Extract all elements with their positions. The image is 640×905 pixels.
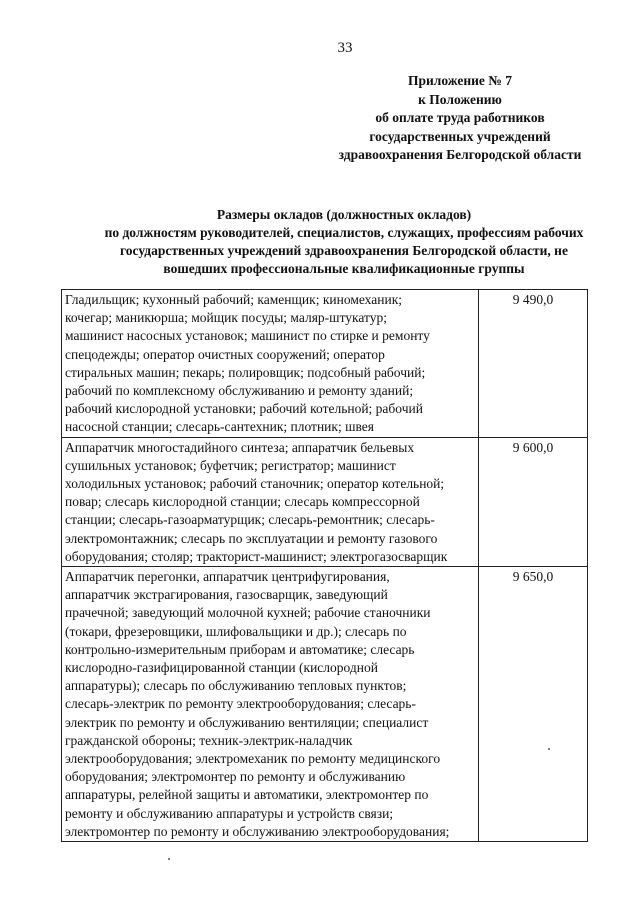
table-row <box>62 290 588 438</box>
table-row <box>62 567 588 842</box>
positions-line: слесарь-электрик по ремонту электрооборудования; слесарь- <box>65 696 416 712</box>
positions-cell <box>62 437 479 566</box>
positions-line: Гладильщик; кухонный рабочий; каменщик; киномеханик; <box>65 292 402 307</box>
appendix-header <box>300 72 620 165</box>
positions-line: кислородно-газифицированной станции (кислородной <box>65 660 378 676</box>
positions-line: электромонтер по ремонту и обслуживанию электрооборудования; <box>65 823 450 839</box>
appendix-line: об оплате труда работников <box>375 110 545 125</box>
positions-line: стиральных машин; пекарь; полировщик; подсобный рабочий; <box>65 364 426 380</box>
appendix-line: к Положению <box>418 91 502 107</box>
positions-cell <box>62 290 479 438</box>
salary-amount: 9 490,0 <box>479 290 588 438</box>
positions-line: аппаратуры); слесарь по обслуживанию тепловых пунктов; <box>65 678 407 694</box>
positions-line: сушильных установок; буфетчик; регистратор; машинист <box>65 457 396 473</box>
positions-line: Аппаратчик многостадийного синтеза; аппаратчик бельевых <box>65 439 415 455</box>
positions-line: электрооборудования; электромеханик по ремонту медицинского <box>65 751 441 767</box>
positions-line: аппаратчик экстрагирования, газосварщик, заведующий <box>65 587 388 603</box>
salary-amount: 9 600,0 <box>479 437 588 566</box>
title-line: Размеры окладов (должностных окладов) <box>216 207 472 222</box>
positions-line: Аппаратчик перегонки, аппаратчик центрифугирования, <box>65 569 390 585</box>
title-line: вошедших профессиональные квалификационные группы <box>163 261 525 276</box>
appendix-line: государственных учреждений <box>369 128 551 144</box>
positions-line: ремонту и обслуживанию аппаратуры и устройств связи; <box>65 805 394 821</box>
positions-line: рабочий по комплексному обслуживанию и ремонту зданий; <box>65 383 414 399</box>
scan-speck <box>548 748 550 750</box>
positions-line: электрик по ремонту и обслуживанию вентиляции; специалист <box>65 714 429 730</box>
positions-line: оборудования; электромонтер по ремонту и обслуживанию <box>65 769 406 785</box>
table-row <box>62 437 588 566</box>
positions-line: повар; слесарь кислородной станции; слесарь компрессорной <box>65 494 420 510</box>
positions-line: контрольно-измерительным приборам и автоматике; слесарь <box>65 641 415 657</box>
title-line: государственных учреждений здравоохранения Белгородской области, не <box>120 243 568 258</box>
positions-cell <box>62 567 479 842</box>
positions-line: (токари, фрезеровщики, шлифовальщики и др.); слесарь по <box>65 623 407 639</box>
salary-amount: 9 650,0 <box>479 567 588 842</box>
appendix-line: Приложение № 7 <box>408 73 512 88</box>
page-number: 33 <box>337 40 353 56</box>
scan-speck <box>168 858 170 860</box>
positions-line: холодильных установок; рабочий станочник; оператор котельной; <box>65 476 445 492</box>
title-line: по должностям руководителей, специалистов, служащих, профессиям рабочих <box>104 225 584 240</box>
positions-line: аппаратуры, релейной защиты и автоматики, электромонтер по <box>65 787 429 803</box>
positions-line: машинист насосных установок; машинист по стирке и ремонту <box>65 328 430 344</box>
positions-line: насосной станции; слесарь-сантехник; плотник; швея <box>65 419 374 435</box>
salary-table <box>61 289 588 842</box>
positions-line: станции; слесарь-газоарматурщик; слесарь-ремонтник; слесарь- <box>65 512 435 528</box>
appendix-line: здравоохранения Белгородской области <box>338 147 582 162</box>
positions-line: кочегар; маникюрша; мойщик посуды; маляр-штукатур; <box>65 310 388 326</box>
positions-line: электромонтажник; слесарь по эксплуатации и ремонту газового <box>65 530 438 546</box>
positions-line: оборудования; столяр; тракторист-машинист; электрогазосварщик <box>65 548 448 564</box>
document-title <box>60 206 628 278</box>
positions-line: гражданской обороны; техник-электрик-наладчик <box>65 732 353 748</box>
positions-line: рабочий кислородной установки; рабочий котельной; рабочий <box>65 401 423 417</box>
positions-line: спецодежды; оператор очистных сооружений; оператор <box>65 346 385 362</box>
positions-line: прачечной; заведующий молочной кухней; рабочие станочники <box>65 605 431 621</box>
